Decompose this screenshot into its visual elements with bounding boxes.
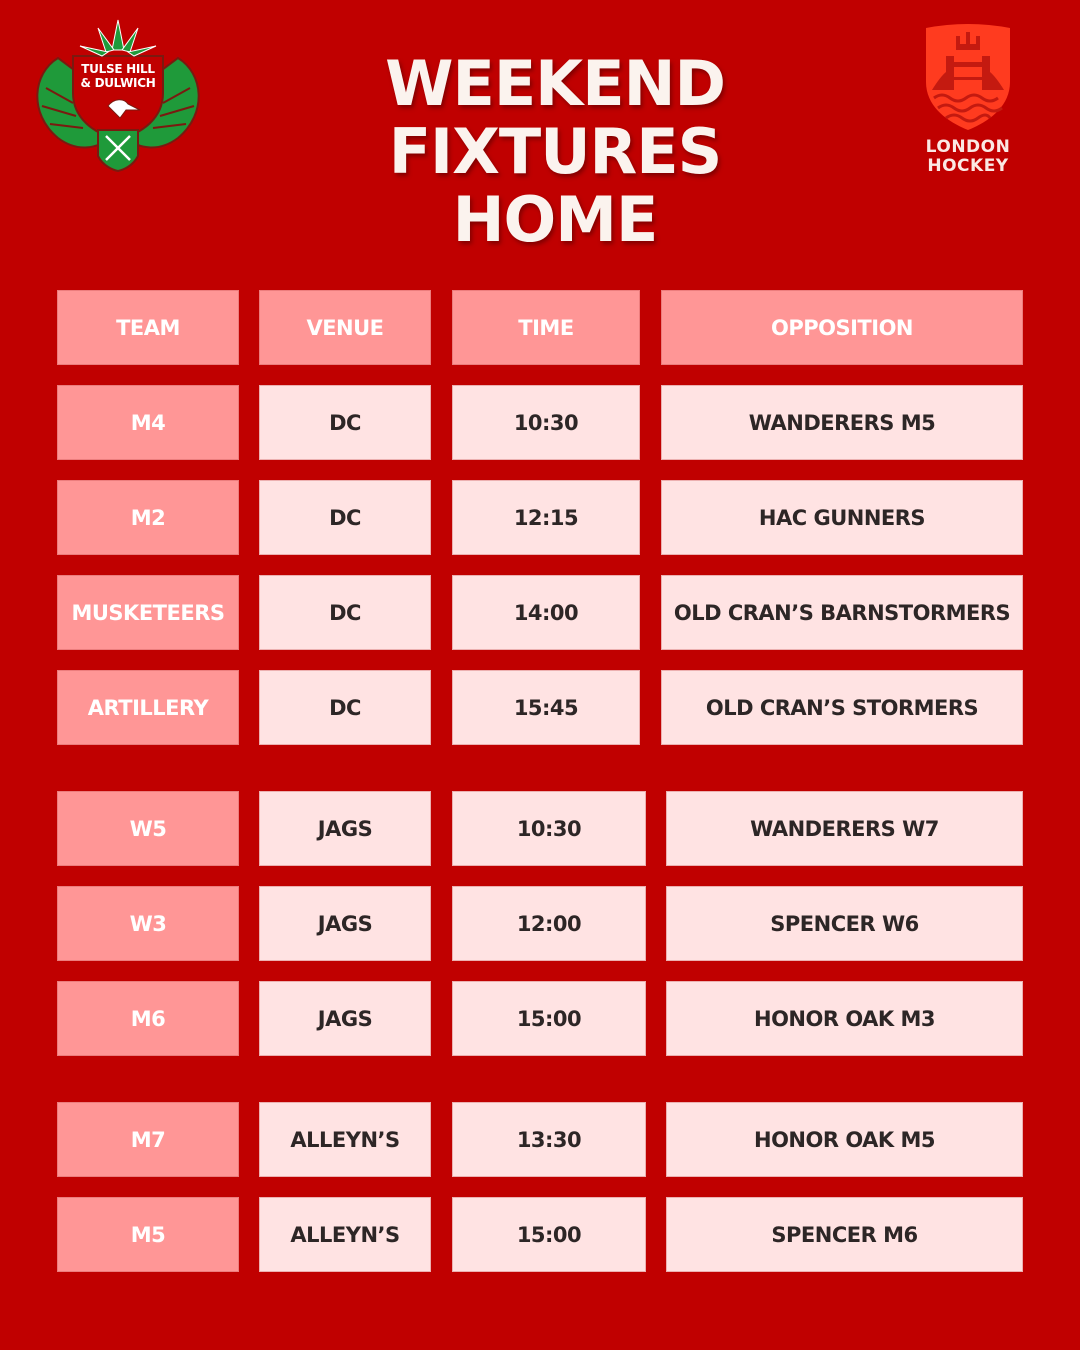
- page-title: [240, 47, 870, 256]
- right-logo-text-line1: LONDON: [925, 137, 1011, 157]
- london-hockey-wordmark: [918, 138, 1018, 176]
- time-cell: 13:30: [452, 1102, 646, 1177]
- time-cell: 12:00: [452, 886, 646, 961]
- page-title-line1: WEEKEND FIXTURES: [385, 47, 725, 188]
- time-cell: 15:45: [452, 670, 640, 745]
- venue-cell: ALLEYN’S: [259, 1102, 431, 1177]
- venue-cell: DC: [259, 575, 431, 650]
- opposition-cell: OLD CRAN’S BARNSTORMERS: [661, 575, 1023, 650]
- venue-cell: DC: [259, 385, 431, 460]
- time-cell: 12:15: [452, 480, 640, 555]
- venue-cell: ALLEYN’S: [259, 1197, 431, 1272]
- opposition-cell: SPENCER M6: [666, 1197, 1023, 1272]
- time-cell: 10:30: [452, 791, 646, 866]
- team-cell: M4: [57, 385, 239, 460]
- team-cell: M6: [57, 981, 239, 1056]
- opposition-cell: SPENCER W6: [666, 886, 1023, 961]
- tower-bridge-shield-icon: [918, 22, 1018, 132]
- left-logo-text-line2: & DULWICH: [80, 76, 156, 90]
- eagle-crest-icon: [28, 18, 208, 174]
- venue-cell: JAGS: [259, 981, 431, 1056]
- left-logo-text-line1: TULSE HILL: [81, 62, 155, 76]
- venue-cell: JAGS: [259, 886, 431, 961]
- team-cell: ARTILLERY: [57, 670, 239, 745]
- time-cell: 14:00: [452, 575, 640, 650]
- team-cell: W5: [57, 791, 239, 866]
- team-cell: M2: [57, 480, 239, 555]
- opposition-cell: OLD CRAN’S STORMERS: [661, 670, 1023, 745]
- column-header-time: TIME: [452, 290, 640, 365]
- opposition-cell: WANDERERS M5: [661, 385, 1023, 460]
- venue-cell: DC: [259, 670, 431, 745]
- team-cell: M7: [57, 1102, 239, 1177]
- venue-cell: JAGS: [259, 791, 431, 866]
- team-cell: MUSKETEERS: [57, 575, 239, 650]
- team-cell: W3: [57, 886, 239, 961]
- tulse-hill-dulwich-logo: [28, 18, 208, 174]
- opposition-cell: HAC GUNNERS: [661, 480, 1023, 555]
- time-cell: 15:00: [452, 981, 646, 1056]
- page-title-line2: HOME: [452, 183, 658, 256]
- venue-cell: DC: [259, 480, 431, 555]
- time-cell: 15:00: [452, 1197, 646, 1272]
- team-cell: M5: [57, 1197, 239, 1272]
- column-header-venue: VENUE: [259, 290, 431, 365]
- time-cell: 10:30: [452, 385, 640, 460]
- london-hockey-logo: [918, 22, 1018, 182]
- column-header-opposition: OPPOSITION: [661, 290, 1023, 365]
- opposition-cell: HONOR OAK M3: [666, 981, 1023, 1056]
- opposition-cell: HONOR OAK M5: [666, 1102, 1023, 1177]
- opposition-cell: WANDERERS W7: [666, 791, 1023, 866]
- right-logo-text-line2: HOCKEY: [927, 156, 1009, 176]
- column-header-team: TEAM: [57, 290, 239, 365]
